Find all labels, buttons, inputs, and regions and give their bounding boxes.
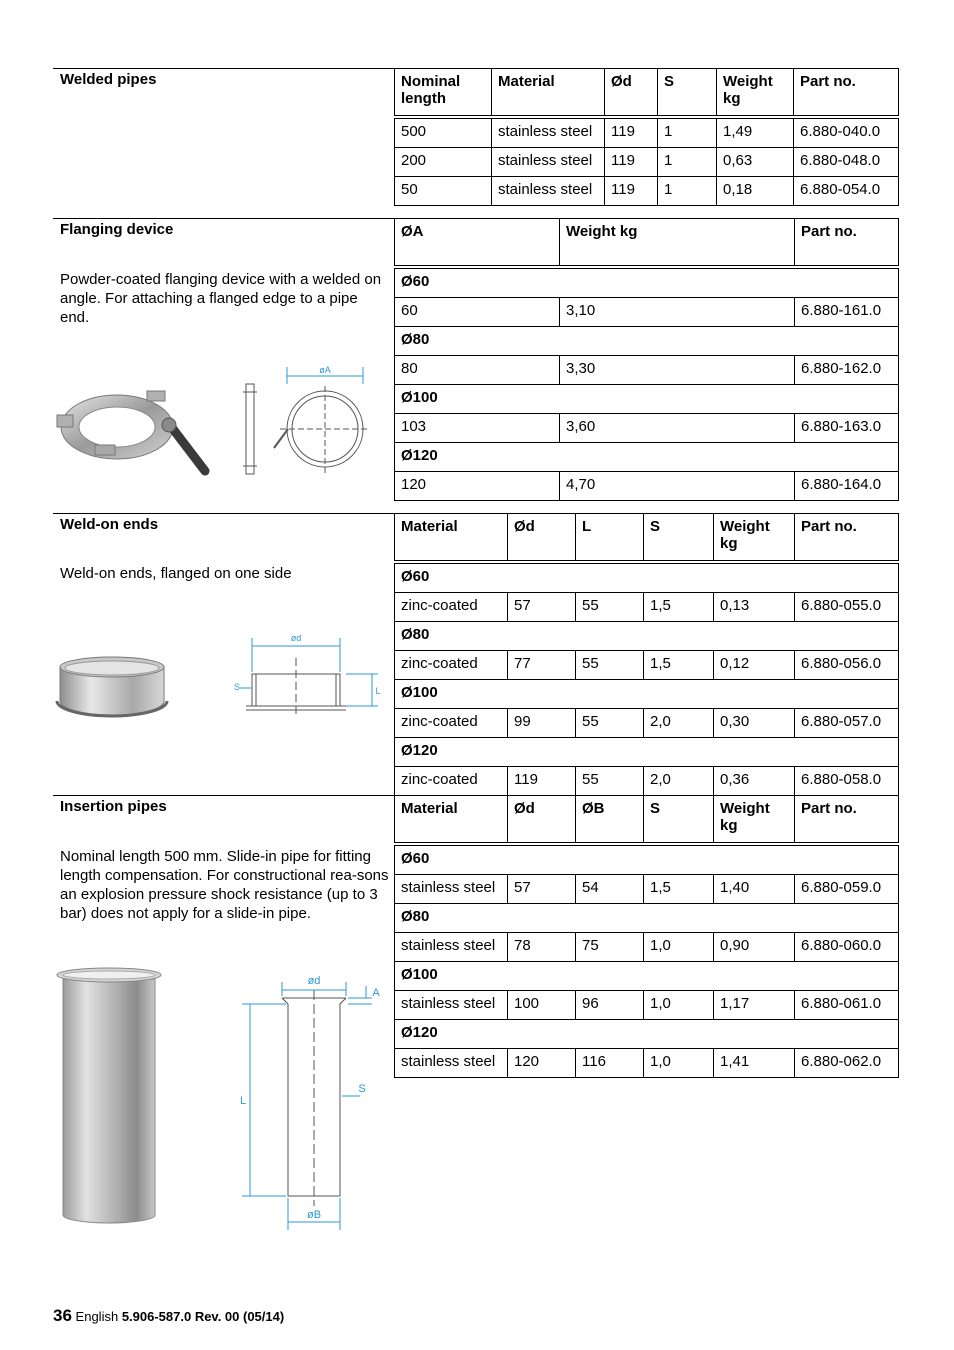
footer-doc-ref: 5.906-587.0 Rev. 00 (05/14) — [121, 1309, 285, 1324]
group-row — [395, 385, 899, 414]
table-cell: 3,30 — [560, 356, 795, 385]
table-row — [395, 767, 899, 796]
page-footer — [53, 1306, 284, 1326]
table-cell: 0,30 — [714, 709, 795, 738]
column-header: Material — [395, 796, 508, 843]
diagram-label: øB — [306, 1209, 322, 1221]
group-label: Ø60 — [395, 269, 899, 298]
table-cell: 6.880-164.0 — [795, 472, 899, 501]
group-label: Ø100 — [395, 962, 899, 991]
table-cell: 6.880-048.0 — [794, 148, 899, 177]
table-cell: 55 — [576, 593, 644, 622]
insertion-pipe-diagram — [232, 968, 382, 1233]
table-row — [395, 933, 899, 962]
table-cell: 55 — [576, 767, 644, 796]
group-label: Ø60 — [395, 564, 899, 593]
table-cell: zinc-coated — [395, 651, 508, 680]
table-cell: 6.880-161.0 — [795, 298, 899, 327]
column-header: Material — [492, 69, 605, 116]
group-label: Ø80 — [395, 904, 899, 933]
group-row — [395, 269, 899, 298]
weld-on-ends-description: Weld-on ends, flanged on one side — [60, 565, 292, 582]
table-cell: 78 — [508, 933, 576, 962]
group-row — [395, 1020, 899, 1049]
group-row — [395, 904, 899, 933]
diagram-label: ød — [290, 633, 302, 643]
table-cell: 6.880-040.0 — [794, 119, 899, 148]
table-row — [395, 651, 899, 680]
table-cell: stainless steel — [395, 1049, 508, 1078]
table-row — [395, 991, 899, 1020]
table-cell: 0,90 — [714, 933, 795, 962]
table-row — [395, 356, 899, 385]
table-row — [395, 593, 899, 622]
table-cell: 80 — [395, 356, 560, 385]
weld-on-end-photo — [55, 655, 170, 720]
footer-language: English — [75, 1309, 119, 1324]
group-row — [395, 622, 899, 651]
insertion-pipe-photo — [55, 965, 170, 1227]
table-cell: 1 — [658, 177, 717, 206]
table-cell: 1,5 — [644, 593, 714, 622]
table-row — [395, 177, 899, 206]
group-label: Ø120 — [395, 443, 899, 472]
table-cell: 2,0 — [644, 767, 714, 796]
table-cell: stainless steel — [492, 148, 605, 177]
table-cell: 1,5 — [644, 875, 714, 904]
column-header: Part no. — [794, 69, 899, 116]
group-row — [395, 680, 899, 709]
group-row — [395, 564, 899, 593]
column-header: Ød — [605, 69, 658, 116]
table-cell: 57 — [508, 875, 576, 904]
table-cell: stainless steel — [395, 875, 508, 904]
table-cell: 100 — [508, 991, 576, 1020]
group-label: Ø100 — [395, 385, 899, 414]
table-header-row — [395, 796, 899, 843]
table-cell: 120 — [395, 472, 560, 501]
table-row — [395, 119, 899, 148]
group-row — [395, 443, 899, 472]
column-header: Part no. — [795, 514, 899, 561]
table-cell: 6.880-162.0 — [795, 356, 899, 385]
table-cell: 2,0 — [644, 709, 714, 738]
table-cell: 103 — [395, 414, 560, 443]
flanging-device-title: Flanging device — [60, 221, 174, 238]
column-header: Weight kg — [714, 514, 795, 561]
table-cell: 55 — [576, 709, 644, 738]
table-cell: 1,17 — [714, 991, 795, 1020]
table-cell: 0,18 — [717, 177, 794, 206]
column-header: Part no. — [795, 219, 899, 266]
welded-pipes-table — [394, 68, 899, 206]
table-cell: 60 — [395, 298, 560, 327]
column-header: S — [658, 69, 717, 116]
table-cell: 6.880-062.0 — [795, 1049, 899, 1078]
table-row — [395, 1049, 899, 1078]
page-number: 36 — [53, 1306, 72, 1325]
table-cell: 50 — [395, 177, 492, 206]
table-cell: 1,5 — [644, 651, 714, 680]
table-row — [395, 148, 899, 177]
table-cell: stainless steel — [492, 119, 605, 148]
table-cell: stainless steel — [395, 933, 508, 962]
table-cell: 54 — [576, 875, 644, 904]
table-cell: 6.880-058.0 — [795, 767, 899, 796]
table-row — [395, 709, 899, 738]
table-cell: 1,0 — [644, 933, 714, 962]
group-row — [395, 738, 899, 767]
column-header: Weight kg — [714, 796, 795, 843]
group-label: Ø60 — [395, 846, 899, 875]
table-cell: 6.880-054.0 — [794, 177, 899, 206]
table-cell: zinc-coated — [395, 767, 508, 796]
group-row — [395, 327, 899, 356]
weld-on-ends-title: Weld-on ends — [60, 516, 159, 533]
flanging-device-table — [394, 218, 899, 501]
table-cell: 3,60 — [560, 414, 795, 443]
table-cell: 0,13 — [714, 593, 795, 622]
column-header: S — [644, 796, 714, 843]
table-cell: 75 — [576, 933, 644, 962]
table-header-row — [395, 219, 899, 266]
table-row — [395, 298, 899, 327]
diagram-label: S — [233, 682, 241, 692]
insertion-pipes-title: Insertion pipes — [60, 798, 167, 815]
table-cell: 119 — [605, 119, 658, 148]
table-cell: 0,63 — [717, 148, 794, 177]
table-row — [395, 414, 899, 443]
table-cell: 200 — [395, 148, 492, 177]
column-header: Nominal length — [395, 69, 492, 116]
column-header: Weight kg — [560, 219, 795, 266]
column-header: Material — [395, 514, 508, 561]
table-cell: 4,70 — [560, 472, 795, 501]
column-header: L — [576, 514, 644, 561]
table-row — [395, 472, 899, 501]
table-cell: 3,10 — [560, 298, 795, 327]
insertion-pipes-table — [394, 795, 899, 1078]
table-cell: stainless steel — [395, 991, 508, 1020]
table-header-row — [395, 69, 899, 116]
table-cell: 1,0 — [644, 991, 714, 1020]
diagram-label: ød — [307, 975, 321, 987]
table-cell: 500 — [395, 119, 492, 148]
table-cell: 1,40 — [714, 875, 795, 904]
diagram-label: L — [239, 1095, 247, 1107]
table-cell: 1,49 — [717, 119, 794, 148]
column-header: Ød — [508, 796, 576, 843]
table-cell: 1,0 — [644, 1049, 714, 1078]
column-header: S — [644, 514, 714, 561]
group-row — [395, 846, 899, 875]
table-cell: 57 — [508, 593, 576, 622]
table-cell: 6.880-060.0 — [795, 933, 899, 962]
column-header: ØB — [576, 796, 644, 843]
table-cell: 1,41 — [714, 1049, 795, 1078]
flanging-device-description: Powder-coated flanging device with a welded on angle. For attaching a flanged edge to a pipe end. — [60, 271, 382, 326]
table-cell: 1 — [658, 148, 717, 177]
flanging-device-diagram — [240, 362, 385, 487]
welded-pipes-title: Welded pipes — [60, 71, 157, 88]
diagram-label: L — [375, 686, 381, 696]
column-header: Weight kg — [717, 69, 794, 116]
table-cell: 77 — [508, 651, 576, 680]
diagram-label: A — [372, 987, 380, 999]
table-cell: zinc-coated — [395, 593, 508, 622]
table-cell: 6.880-055.0 — [795, 593, 899, 622]
table-cell: 55 — [576, 651, 644, 680]
table-header-row — [395, 514, 899, 561]
table-cell: 0,36 — [714, 767, 795, 796]
table-cell: 6.880-057.0 — [795, 709, 899, 738]
group-row — [395, 962, 899, 991]
table-cell: 1 — [658, 119, 717, 148]
diagram-label: S — [358, 1083, 366, 1095]
flanging-device-photo — [55, 385, 215, 480]
table-cell: 116 — [576, 1049, 644, 1078]
table-cell: 6.880-059.0 — [795, 875, 899, 904]
group-label: Ø80 — [395, 622, 899, 651]
table-row — [395, 875, 899, 904]
insertion-pipes-description: Nominal length 500 mm. Slide-in pipe for fitting length compensation. For constructional rea-sons an explosion pressure shock resistance (up to 3 bar) does not apply for a slide-in pipe. — [60, 848, 389, 922]
column-header: Ød — [508, 514, 576, 561]
weld-on-ends-table — [394, 513, 899, 796]
group-label: Ø120 — [395, 1020, 899, 1049]
table-cell: 120 — [508, 1049, 576, 1078]
column-header: Part no. — [795, 796, 899, 843]
diagram-label: øA — [319, 365, 331, 375]
table-cell: 6.880-163.0 — [795, 414, 899, 443]
table-cell: zinc-coated — [395, 709, 508, 738]
table-cell: 119 — [605, 177, 658, 206]
table-cell: 119 — [605, 148, 658, 177]
table-cell: 0,12 — [714, 651, 795, 680]
table-cell: stainless steel — [492, 177, 605, 206]
table-cell: 6.880-056.0 — [795, 651, 899, 680]
group-label: Ø80 — [395, 327, 899, 356]
group-label: Ø100 — [395, 680, 899, 709]
group-label: Ø120 — [395, 738, 899, 767]
table-cell: 99 — [508, 709, 576, 738]
table-cell: 119 — [508, 767, 576, 796]
weld-on-end-diagram — [228, 628, 386, 720]
table-cell: 96 — [576, 991, 644, 1020]
column-header: ØA — [395, 219, 560, 266]
table-cell: 6.880-061.0 — [795, 991, 899, 1020]
